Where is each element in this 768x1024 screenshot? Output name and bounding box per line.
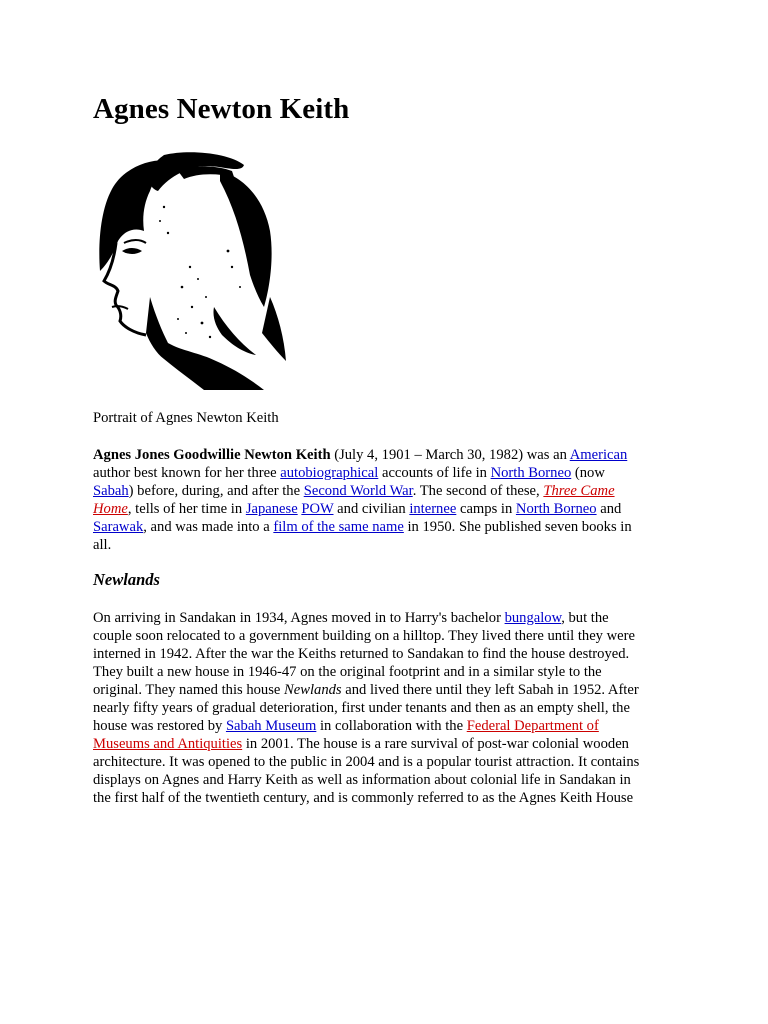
image-caption: Portrait of Agnes Newton Keith [93,410,279,426]
text-line: architecture. It was opened to the public in 2004 and is a popular tourist attraction. It contains [93,754,640,770]
text: ) before, during, and after the [128,483,304,499]
text: in 1950. She published seven books in [403,519,632,535]
link-three-came-home-cont[interactable]: Home [93,501,128,517]
house-name: Newlands [284,682,342,698]
text-line: the first half of the twentieth century, and is commonly referred to as the Agnes Keith House [93,790,634,806]
text: , and was made into a [143,519,274,535]
section-heading-newlands: Newlands [93,570,160,589]
link-second-world-war[interactable]: Second World War [303,483,413,499]
text: , tells of her time in [127,501,246,517]
link-sabah[interactable]: Sabah [93,483,129,499]
text-line: nearly fifty years of gradual deterioration, first under tenants and then as an empty shell, the [93,700,630,716]
intro-paragraph [93,446,673,554]
text: (July 4, 1901 – March 30, 1982) was an [330,447,570,463]
text: accounts of life in [378,465,491,481]
text: and lived there until they left Sabah in 1952. After [341,682,639,698]
link-american[interactable]: American [569,447,628,463]
link-federal-department[interactable]: Federal Department of [466,718,599,734]
text: all. [93,537,112,553]
link-autobiographical[interactable]: autobiographical [280,465,379,481]
link-internee[interactable]: internee [409,501,457,517]
text-line: displays on Agnes and Harry Keith as well as information about colonial life in Sandakan in [93,772,631,788]
subject-full-name: Agnes Jones Goodwillie Newton Keith [93,447,331,463]
text: in 2001. The house is a rare survival of post-war colonial wooden [242,736,629,752]
link-film-of-the-same-name[interactable]: film of the same name [273,519,404,535]
link-sabah-museum[interactable]: Sabah Museum [225,718,317,734]
link-north-borneo-2[interactable]: North Borneo [515,501,597,517]
text: and civilian [333,501,410,517]
newlands-paragraph [93,609,673,807]
text: house was restored by [93,718,226,734]
text: author best known for her three [93,465,281,481]
link-three-came-home[interactable]: Three Came [543,483,615,499]
link-sarawak[interactable]: Sarawak [93,519,144,535]
text-line: They built a new house in 1946-47 on the original footprint and in a similar style to the [93,664,602,680]
text: . The second of these, [412,483,544,499]
text: , but the [561,610,609,626]
text: and [596,501,622,517]
text-line: interned in 1942. After the war the Keiths returned to Sandakan to find the house destroyed. [93,646,630,662]
text: in collaboration with the [316,718,467,734]
link-pow[interactable]: POW [301,501,334,517]
text: camps in [456,501,516,517]
link-bungalow[interactable]: bungalow [504,610,562,626]
link-japanese[interactable]: Japanese [245,501,298,517]
link-museums-and-antiquities[interactable]: Museums and Antiquities [93,736,243,752]
text: (now [571,465,605,481]
page-title: Agnes Newton Keith [93,93,350,125]
text: On arriving in Sandakan in 1934, Agnes moved in to Harry's bachelor [93,610,505,626]
link-north-borneo[interactable]: North Borneo [490,465,572,481]
text: original. They named this house [93,682,285,698]
text-line: couple soon relocated to a government building on a hilltop. They lived there until they were [93,628,635,644]
portrait-image [94,147,288,390]
